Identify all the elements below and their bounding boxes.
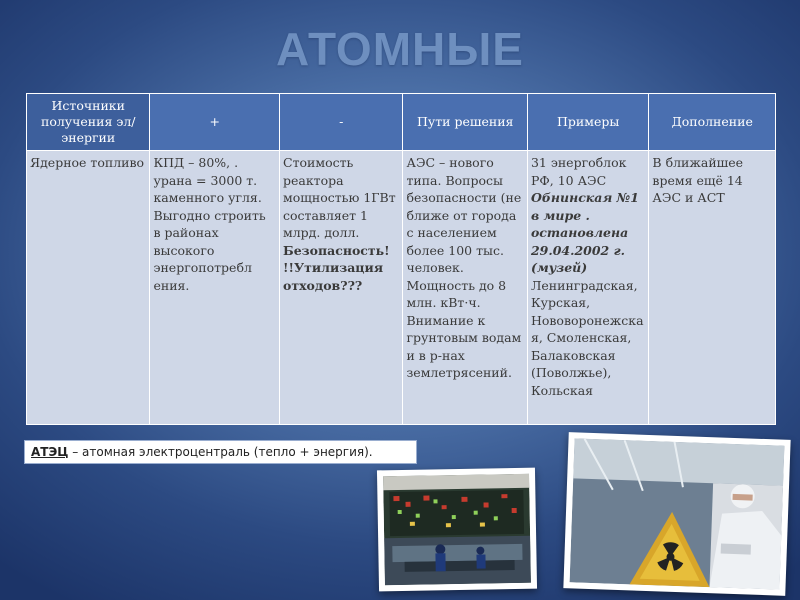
header-plus: + — [150, 94, 280, 151]
cell-solutions: АЭС – нового типа. Вопросы безопасности (не ближе от города с населением более 100 тыс. человек. Мощность до 8 млн. кВт·ч. Внимание к грунтовым водам и в р-нах землетрясений. — [403, 151, 527, 425]
cell-plus: КПД – 80%, . урана = 3000 т. каменного угля. Выгодно строить в районах высокого энергопотребл ения. — [150, 151, 280, 425]
slide-title: АТОМНЫЕ — [276, 23, 524, 75]
header-solutions: Пути решения — [403, 94, 527, 151]
minus-safety-text: Безопасность! !!Утилизация отходов??? — [283, 242, 390, 293]
examples-count-text: 31 энергоблок РФ, 10 АЭС — [530, 155, 627, 188]
examples-obninsk-text: Обнинская №1 в мире . остановлена 29.04.2002 г.(музей) — [530, 190, 639, 275]
examples-list-text: Ленинградская, Курская, Нововоронежская, Смоленская, Балаковская (Поволжье), Кольская — [530, 277, 644, 398]
minus-cost-text: Стоимость реактора мощностью 1ГВт составляет 1 млрд. долл. — [283, 155, 396, 240]
table-row — [27, 151, 776, 425]
header-minus: - — [280, 94, 403, 151]
atec-note — [24, 440, 417, 464]
energy-sources-table — [26, 93, 776, 425]
radiation-worker-image — [570, 438, 785, 589]
control-room-photo — [377, 468, 537, 592]
cell-examples — [527, 151, 648, 425]
table-header-row — [27, 94, 776, 151]
radiation-worker-photo — [563, 432, 790, 596]
control-room-image — [383, 474, 531, 586]
cell-minus — [280, 151, 403, 425]
header-sources: Источники получения эл/энергии — [27, 94, 150, 151]
cell-source: Ядерное топливо — [27, 151, 150, 425]
header-extra: Дополнение — [649, 94, 776, 151]
cell-extra: В ближайшее время ещё 14 АЭС и АСТ — [649, 151, 776, 425]
note-definition: – атомная электроцентраль (тепло + энергия). — [68, 445, 373, 459]
note-term: АТЭЦ — [31, 445, 69, 459]
header-examples: Примеры — [527, 94, 648, 151]
